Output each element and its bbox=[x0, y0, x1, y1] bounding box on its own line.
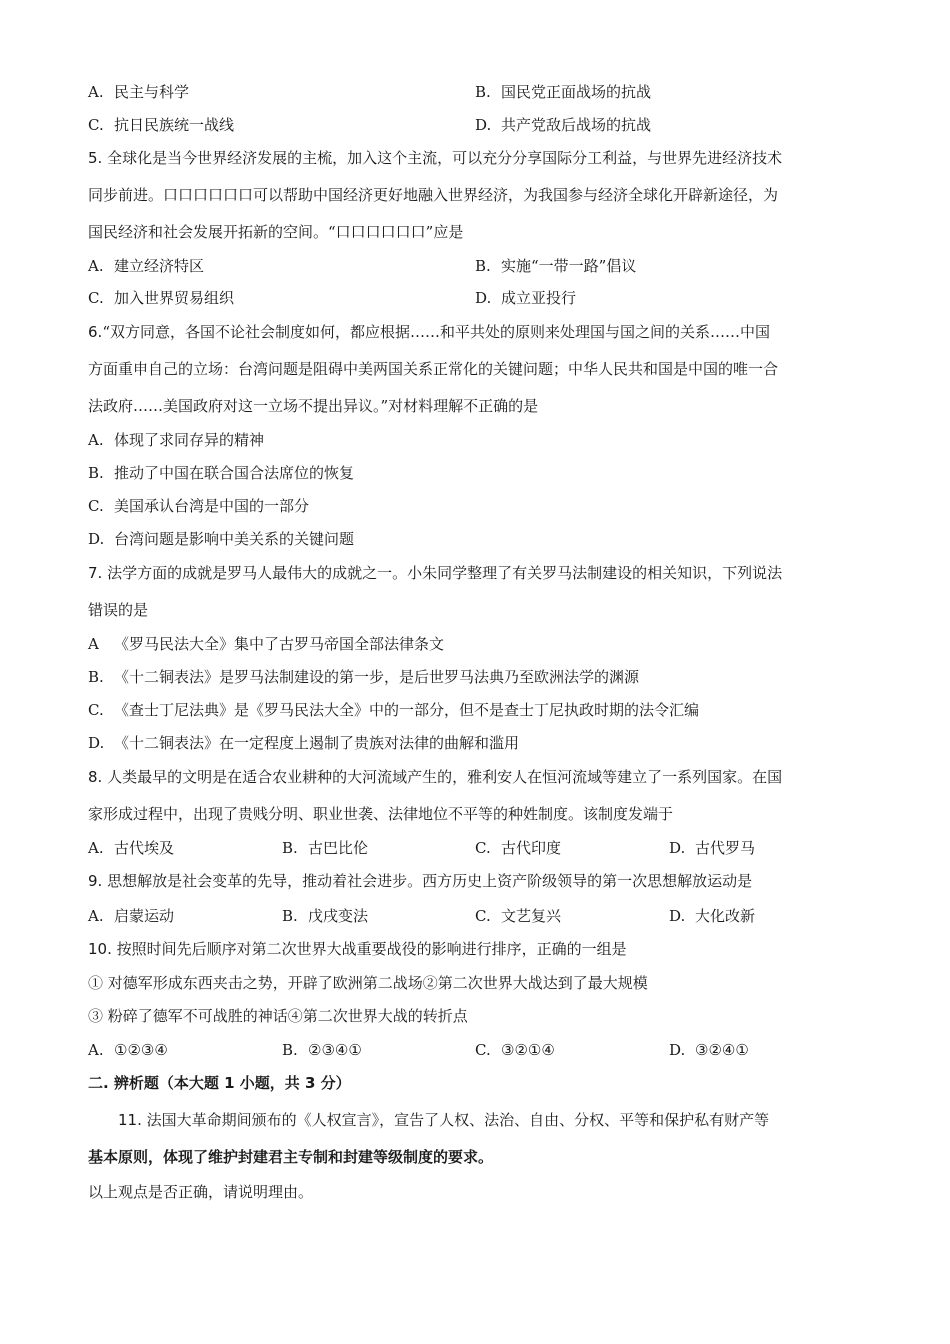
q7-stem-line-1: 7. 法学方面的成就是罗马人最伟大的成就之一。小朱同学整理了有关罗马法制建设的相关知识，下列说法 bbox=[88, 564, 783, 582]
q5-option-a: A. 建立经济特区 bbox=[88, 257, 205, 275]
q10-option-d: D. ③②④① bbox=[669, 1041, 749, 1059]
q10-option-a: A. ①②③④ bbox=[88, 1041, 168, 1059]
section-heading: 二. 辨析题（本大题 1 小题，共 3 分） bbox=[88, 1074, 351, 1092]
q9-option-c: C. 文艺复兴 bbox=[475, 907, 562, 925]
q4-option-a: A. 民主与科学 bbox=[88, 83, 190, 101]
q11-stem-line-2: 基本原则，体现了维护封建君主专制和封建等级制度的要求。 bbox=[88, 1148, 494, 1166]
q6-stem-line-1: 6.“双方同意，各国不论社会制度如何，都应根据……和平共处的原则来处理国与国之间的关系……中国 bbox=[88, 323, 770, 341]
q10-stem-line-3: ③ 粉碎了德军不可战胜的神话④第二次世界大战的转折点 bbox=[88, 1007, 468, 1025]
q10-option-b: B. ②③④① bbox=[282, 1041, 362, 1059]
q7-option-c: C. 《查士丁尼法典》是《罗马民法大全》中的一部分，但不是查士丁尼执政时期的法令汇编 bbox=[88, 701, 700, 719]
q6-option-a: A. 体现了求同存异的精神 bbox=[88, 431, 265, 449]
q10-stem-line-1: 10. 按照时间先后顺序对第二次世界大战重要战役的影响进行排序，正确的一组是 bbox=[88, 940, 627, 958]
q5-option-d: D. 成立亚投行 bbox=[475, 289, 577, 307]
q4-option-b: B. 国民党正面战场的抗战 bbox=[475, 83, 652, 101]
q5-option-c: C. 加入世界贸易组织 bbox=[88, 289, 235, 307]
q7-stem-line-2: 错误的是 bbox=[88, 601, 149, 619]
q8-stem-line-2: 家形成过程中，出现了贵贱分明、职业世袭、法律地位不平等的种姓制度。该制度发端于 bbox=[88, 805, 674, 823]
q5-stem-line-2: 同步前进。口口口口口口可以帮助中国经济更好地融入世界经济，为我国参与经济全球化开辟新途径，为 bbox=[88, 186, 779, 204]
q5-stem-line-1: 5. 全球化是当今世界经济发展的主梳，加入这个主流，可以充分分享国际分工利益，与世界先进经济技术 bbox=[88, 149, 783, 167]
q8-option-c: C. 古代印度 bbox=[475, 839, 562, 857]
q8-option-a: A. 古代埃及 bbox=[88, 839, 175, 857]
q6-option-c: C. 美国承认台湾是中国的一部分 bbox=[88, 497, 310, 515]
q9-option-a: A. 启蒙运动 bbox=[88, 907, 175, 925]
q6-option-b: B. 推动了中国在联合国合法席位的恢复 bbox=[88, 464, 355, 482]
q10-option-c: C. ③②①④ bbox=[475, 1041, 555, 1059]
q6-option-d: D. 台湾问题是影响中美关系的关键问题 bbox=[88, 530, 355, 548]
q5-stem-line-3: 国民经济和社会发展开拓新的空间。“口口口口口口”应是 bbox=[88, 223, 464, 241]
q8-stem-line-1: 8. 人类最早的文明是在适合农业耕种的大河流域产生的，雅利安人在恒河流域等建立了一系列国家。在国 bbox=[88, 768, 783, 786]
q6-stem-line-2: 方面重申自己的立场：台湾问题是阻碍中美两国关系正常化的关键问题；中华人民共和国是中国的唯一合 bbox=[88, 360, 779, 378]
q4-option-d: D. 共产党敌后战场的抗战 bbox=[475, 116, 652, 134]
q6-stem-line-3: 法政府……美国政府对这一立场不提出异议。”对材料理解不正确的是 bbox=[88, 397, 539, 415]
q7-option-d: D. 《十二铜表法》在一定程度上遏制了贵族对法律的曲解和滥用 bbox=[88, 734, 520, 752]
q8-option-d: D. 古代罗马 bbox=[669, 839, 756, 857]
q8-option-b: B. 古巴比伦 bbox=[282, 839, 369, 857]
q9-stem-line-1: 9. 思想解放是社会变革的先导，推动着社会进步。西方历史上资产阶级领导的第一次思想解放运动是 bbox=[88, 872, 753, 890]
q5-option-b: B. 实施“一带一路”倡议 bbox=[475, 257, 637, 275]
q7-option-a: A 《罗马民法大全》集中了古罗马帝国全部法律条文 bbox=[88, 635, 445, 653]
q7-option-b: B. 《十二铜表法》是罗马法制建设的第一步，是后世罗马法典乃至欧洲法学的渊源 bbox=[88, 668, 640, 686]
q9-option-b: B. 戊戌变法 bbox=[282, 907, 369, 925]
q10-stem-line-2: ① 对德军形成东西夹击之势，开辟了欧洲第二战场②第二次世界大战达到了最大规模 bbox=[88, 974, 648, 992]
q4-option-c: C. 抗日民族统一战线 bbox=[88, 116, 235, 134]
q11-prompt: 以上观点是否正确，请说明理由。 bbox=[88, 1183, 314, 1201]
q11-stem-line-1: 11. 法国大革命期间颁布的《人权宣言》，宣告了人权、法治、自由、分权、平等和保护私有财产等 bbox=[118, 1111, 770, 1129]
q9-option-d: D. 大化改新 bbox=[669, 907, 756, 925]
